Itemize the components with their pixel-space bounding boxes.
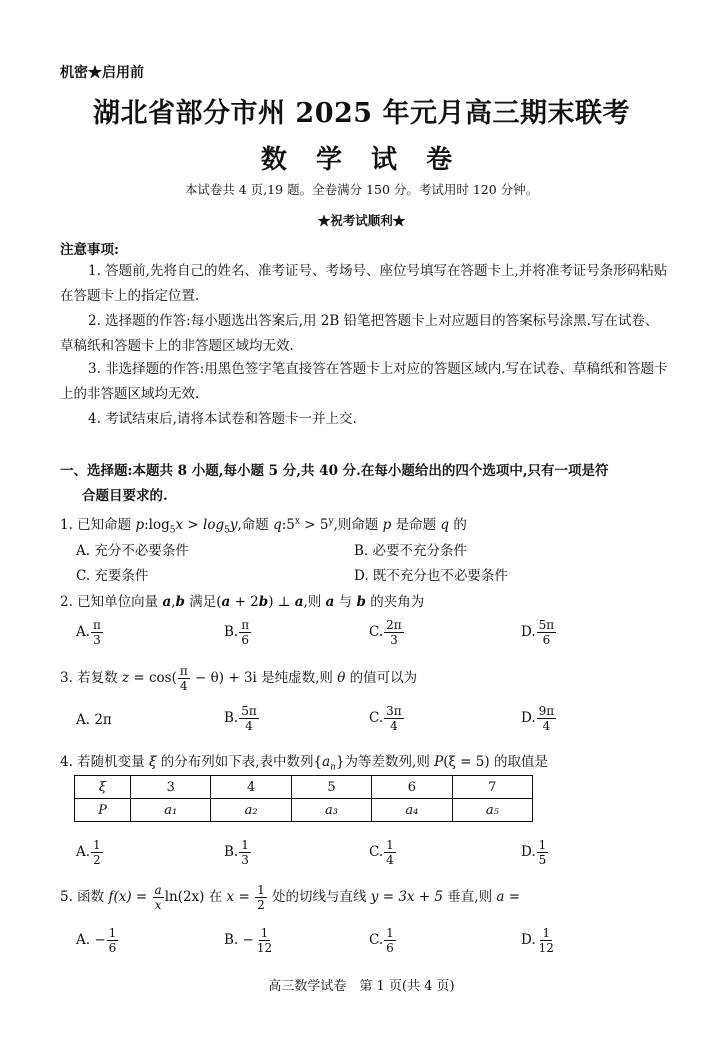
- q4-option-d: D. $\frac{1}{5}$: [521, 838, 547, 867]
- question-4: 4. 若随机变量 ξ 的分布列如下表,表中数列$\{a_n\}$为等差数列,则 P(ξ = 5) 的取值是: [60, 754, 548, 773]
- distribution-table: [74, 775, 533, 822]
- table-cell: 4: [211, 776, 291, 799]
- table-cell: ξ: [75, 776, 131, 799]
- section-heading: [60, 459, 672, 509]
- notice-item-1: 1. 答题前,先将自己的姓名、准考证号、考场号、座位号填写在答题卡上,并将准考证号条形码粘贴在答题卡上的指定位置.: [60, 263, 668, 304]
- section-heading-line1: 一、选择题:本题共 8 小题,每小题 5 分,共 40 分.在每小题给出的四个选项中,只有一项是符: [60, 463, 609, 479]
- question-3: 3. 若复数 z = cos( $\frac{\pi}{4}$ − θ) + 3i 是纯虚数,则 θ 的值可以为: [60, 664, 418, 693]
- q3-option-a: A. 2π: [76, 712, 112, 728]
- table-cell: a₄: [372, 799, 452, 822]
- q2-option-c: C. $\frac{2\pi}{3}$: [369, 618, 402, 647]
- q1-option-b: B. 必要不充分条件: [354, 543, 468, 559]
- question-5: 5. 函数 f(x) = $\frac{a}{x}$ ln(2x) 在 x = $\frac{1}{2}$ 处的切线与直线 y = 3x + 5 垂直,则 a =: [60, 883, 521, 912]
- confidential-label: 机密★启用前: [60, 65, 144, 81]
- q4-option-c: C. $\frac{1}{4}$: [369, 838, 394, 867]
- notice-item-4: 4. 考试结束后,请将本试卷和答题卡一并上交.: [88, 411, 357, 427]
- table-cell: 6: [372, 776, 452, 799]
- table-cell: a₃: [291, 799, 371, 822]
- question-2: 2. 已知单位向量 a,b 满足(a + 2b) ⊥ a,则 a 与 b 的夹角为: [60, 594, 425, 610]
- table-cell: P: [75, 799, 131, 822]
- q5-option-d: D. $\frac{1}{12}$: [521, 926, 554, 955]
- notice-heading: 注意事项:: [60, 242, 119, 258]
- notice-item-2: 2. 选择题的作答:每小题选出答案后,用 2B 铅笔把答题卡上对应题目的答案标号涂黑.写在试卷、草稿纸和答题卡上的非答题区域均无效.: [60, 313, 659, 354]
- section-heading-line2: 合题目要求的.: [82, 488, 168, 504]
- q3-option-d: D. $\frac{9\pi}{4}$: [521, 704, 555, 733]
- q2-option-d: D. $\frac{5\pi}{6}$: [521, 618, 555, 647]
- exam-info: 本试卷共 4 页,19 题。全卷满分 150 分。考试用时 120 分钟。: [184, 182, 539, 197]
- notice-item-3: 3. 非选择题的作答:用黑色签字笔直接答在答题卡上对应的答题区域内.写在试卷、草稿纸和答题卡上的非答题区域均无效.: [60, 361, 668, 402]
- q4-option-b: B. $\frac{1}{3}$: [224, 838, 249, 867]
- exam-subtitle: 数 学 试 卷: [260, 145, 463, 175]
- table-cell: a₁: [131, 799, 211, 822]
- q1-option-c: C. 充要条件: [76, 568, 149, 584]
- exam-title: 湖北省部分市州 2025 年元月高三期末联考: [93, 98, 630, 129]
- q5-option-c: C. $\frac{1}{6}$: [369, 926, 394, 955]
- table-row: [75, 799, 533, 822]
- q5-option-b: B. − $\frac{1}{12}$: [224, 926, 273, 955]
- table-cell: 7: [452, 776, 532, 799]
- q2-option-a: A. $\frac{\pi}{3}$: [76, 618, 101, 647]
- q2-option-b: B. $\frac{\pi}{6}$: [224, 618, 250, 647]
- q3-option-c: C. $\frac{3\pi}{4}$: [369, 704, 402, 733]
- table-cell: 5: [291, 776, 371, 799]
- page-footer: 高三数学试卷 第 1 页(共 4 页): [268, 979, 455, 994]
- q4-option-a: A. $\frac{1}{2}$: [76, 838, 101, 867]
- table-row: [75, 776, 533, 799]
- table-cell: a₂: [211, 799, 291, 822]
- table-cell: a₅: [452, 799, 532, 822]
- q3-option-b: B. $\frac{5\pi}{4}$: [224, 704, 257, 733]
- table-cell: 3: [131, 776, 211, 799]
- q1-option-d: D. 既不充分也不必要条件: [354, 568, 508, 584]
- q1-option-a: A. 充分不必要条件: [76, 543, 189, 559]
- q5-option-a: A. − $\frac{1}{6}$: [76, 926, 117, 955]
- good-luck-line: ★祝考试顺利★: [317, 213, 406, 228]
- question-1: 1. 已知命题 $p:\log_5x > \log_5y$,命题 $q:5^x > 5^y$,则命题 p 是命题 q 的: [60, 516, 467, 536]
